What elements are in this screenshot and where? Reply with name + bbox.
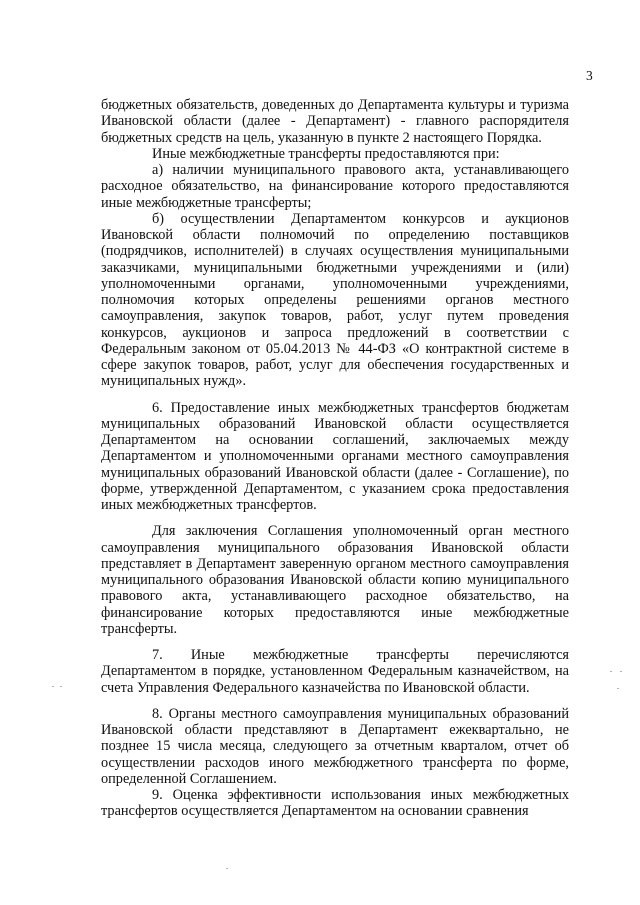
paragraph-agreement: Для заключения Соглашения уполномоченный орган местного самоуправления муниципального образования Ивановской области представляет в Департамент заверенную органом местного самоуправления муниципального образования Ивановской области копию муниципального правового акта, устанавливающего расходное обязательство, на финансирование которых предоставляются иные межбюджетные трансферты.: [101, 523, 569, 637]
scan-dust-mark: [617, 688, 619, 689]
paragraph-gap: [101, 390, 569, 400]
paragraph-budget-obligations: бюджетных обязательств, доведенных до Департамента культуры и туризма Ивановской области (далее - Департамент) - главного распорядителя бюджетных средств на цель, указанную в пункте 2 настоящего Порядка.: [101, 97, 569, 146]
paragraph-gap: [101, 637, 569, 647]
scan-dust-mark: [226, 868, 228, 869]
paragraph-gap: [101, 696, 569, 706]
scan-dust-mark: [60, 686, 62, 687]
paragraph-item-b: б) осуществлении Департаментом конкурсов и аукционов Ивановской области полномочий по определению поставщиков (подрядчиков, исполнителей) в случаях осуществления муниципальными заказчиками, муниципальными бюджетными учреждениями и (или) уполномоченными органами, уполномоченными учреждениями, полномочия которых определены решениями органов местного самоуправления, закупок товаров, работ, услуг путем проведения конкурсов, аукционов и запроса предложений в соответствии с Федеральным законом от 05.04.2013 № 44-ФЗ «О контрактной системе в сфере закупок товаров, работ, услуг для обеспечения государственных и муниципальных нужд».: [101, 210, 569, 390]
document-body: [101, 97, 569, 820]
scan-dust-mark: [52, 686, 54, 687]
paragraph-7: 7. Иные межбюджетные трансферты перечисляются Департаментом в порядке, установленном Федеральным казначейством, на счета Управления Федерального казначейства по Ивановской области.: [101, 647, 569, 696]
paragraph-gap: [101, 513, 569, 523]
scan-dust-mark: [620, 671, 622, 672]
paragraph-8: 8. Органы местного самоуправления муниципальных образований Ивановской области представляют в Департамент ежеквартально, не позднее 15 числа месяца, следующего за отчетным кварталом, отчет об осуществлении расходов иного межбюджетного трансферта по форме, определенной Соглашением.: [101, 705, 569, 787]
scan-dust-mark: [610, 671, 612, 672]
paragraph-9: 9. Оценка эффективности использования иных межбюджетных трансфертов осуществляется Департаментом на основании сравнения: [101, 787, 569, 820]
page-number: 3: [586, 68, 593, 83]
paragraph-transfers-provided-when: Иные межбюджетные трансферты предоставляются при:: [152, 145, 500, 162]
paragraph-6: 6. Предоставление иных межбюджетных трансфертов бюджетам муниципальных образований Ивановской области осуществляется Департаментом на основании соглашений, заключаемых между Департаментом и уполномоченными органами местного самоуправления муниципальных образований Ивановской области (далее - Соглашение), по форме, утвержденной Департаментом, с указанием срока предоставления иных межбюджетных трансфертов.: [101, 399, 569, 513]
paragraph-item-a: а) наличии муниципального правового акта, устанавливающего расходное обязательство, на финансирование которого предоставляются иные межбюджетные трансферты;: [101, 162, 569, 211]
